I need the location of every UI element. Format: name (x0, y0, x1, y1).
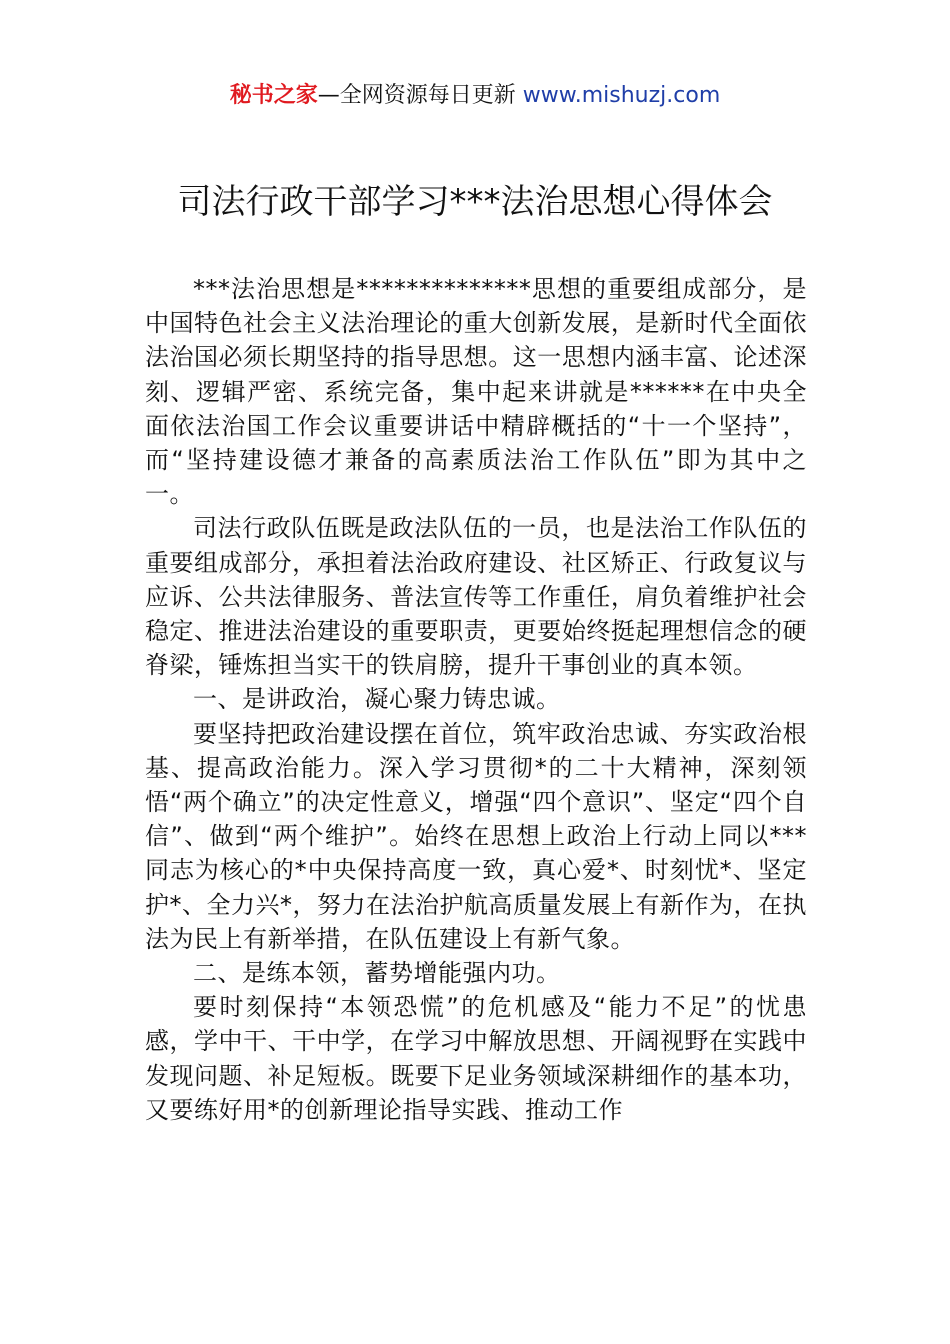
document-body (145, 272, 807, 1127)
document-title: 司法行政干部学习***法治思想心得体会 (177, 182, 773, 222)
paragraph-4: 要时刻保持“本领恐慌”的危机感及“能力不足”的忧患感，学中干、干中学，在学习中解放思想、开阔视野在实践中发现问题、补足短板。既要下足业务领域深耕细作的基本功，又要练好用*的创新理论指导实践、推动工作 (145, 993, 807, 1124)
paragraph-2: 司法行政队伍既是政法队伍的一员，也是法治工作队伍的重要组成部分，承担着法治政府建设、社区矫正、行政复议与应诉、公共法律服务、普法宣传等工作重任，肩负着维护社会稳定、推进法治建设的重要职责，更要始终挺起理想信念的硬脊梁，锤炼担当实干的铁肩膀，提升干事创业的真本领。 (145, 514, 807, 680)
paragraph-3: 要坚持把政治建设摆在首位，筑牢政治忠诚、夯实政治根基、提高政治能力。深入学习贯彻*的二十大精神，深刻领悟“两个确立”的决定性意义，增强“四个意识”、坚定“四个自信”、做到“两个维护”。始终在思想上政治上行动上同以***同志为核心的*中央保持高度一致，真心爱*、时刻忧*、坚定护*、全力兴*，努力在法治护航高质量发展上有新作为，在执法为民上有新举措，在队伍建设上有新气象。 (145, 719, 807, 953)
brand-name: 秘书之家 (229, 83, 318, 108)
site-header (0, 80, 950, 112)
section-heading-1: 一、是讲政治，凝心聚力铸忠诚。 (193, 685, 561, 714)
header-tagline: —全网资源每日更新 (317, 83, 523, 108)
paragraph-1: ***法治思想是**************思想的重要组成部分，是中国特色社会主义法治理论的重大创新发展，是新时代全面依法治国必须长期坚持的指导思想。这一思想内涵丰富、论述深刻、逻辑严密、系统完备，集中起来讲就是******在中央全面依法治国工作会议重要讲话中精辟概括的“十一个坚持”，而“坚持建设德才兼备的高素质法治工作队伍”即为其中之一。 (145, 275, 807, 509)
site-url-link[interactable]: www.mishuzj.com (522, 83, 721, 108)
section-heading-2: 二、是练本领，蓄势增能强内功。 (193, 959, 561, 988)
